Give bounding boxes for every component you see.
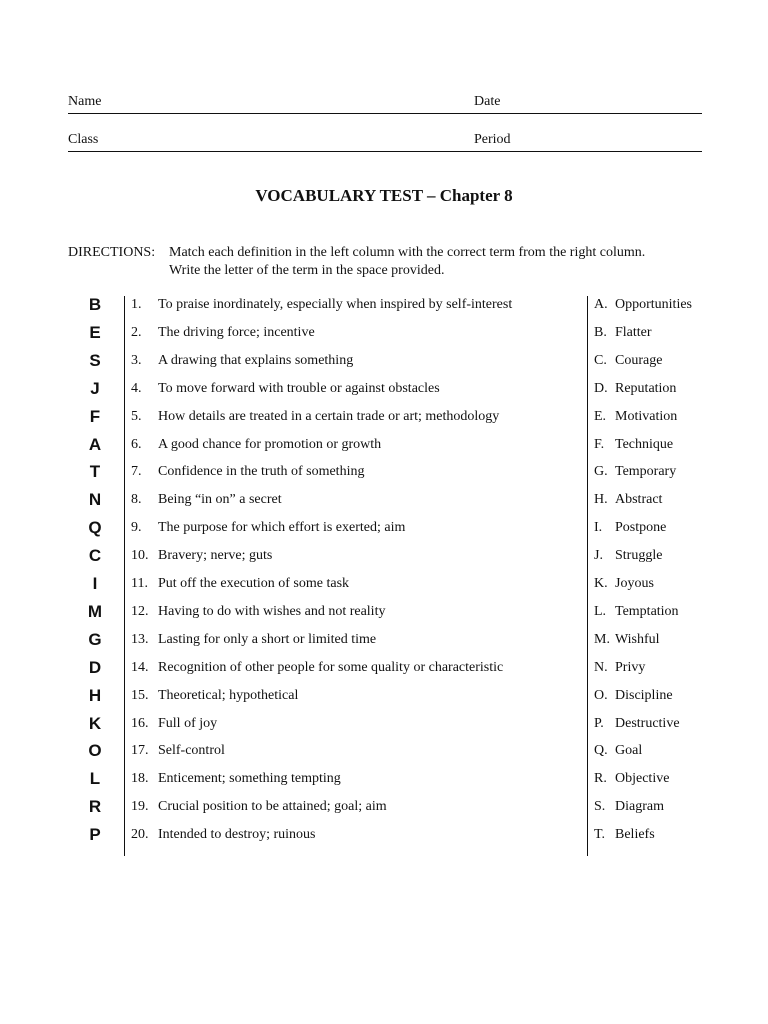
answer-letter[interactable]: S: [89, 350, 101, 370]
list-item: [0, 546, 768, 574]
list-item: [0, 769, 768, 797]
class-period-line[interactable]: [68, 151, 702, 152]
name-date-line[interactable]: [68, 113, 702, 114]
definition-text: Lasting for only a short or limited time: [158, 631, 377, 647]
definition-text: Confidence in the truth of something: [158, 464, 365, 480]
term-word: Abstract: [615, 492, 663, 508]
item-number: 12.: [131, 603, 149, 619]
term-word: Reputation: [615, 380, 677, 396]
date-label: Date: [474, 94, 501, 109]
list-item: [0, 462, 768, 490]
class-label: Class: [68, 132, 99, 147]
term-word: Joyous: [615, 576, 654, 591]
term-word: Motivation: [615, 408, 678, 424]
term-word: Wishful: [615, 631, 660, 647]
term-word: Flatter: [615, 324, 652, 340]
definition-text: How details are treated in a certain trade or art; methodology: [158, 408, 500, 424]
term-word: Technique: [615, 436, 674, 452]
definition-text: Put off the execution of some task: [158, 576, 350, 591]
answer-letter[interactable]: Q: [88, 518, 102, 538]
definition-text: To move forward with trouble or against obstacles: [158, 380, 440, 396]
answer-letter[interactable]: L: [89, 769, 101, 789]
answer-letter[interactable]: C: [88, 546, 102, 566]
answer-letter[interactable]: I: [92, 574, 98, 593]
list-item: [0, 490, 768, 518]
definition-text: Self-control: [158, 743, 225, 759]
list-item: [0, 323, 768, 351]
term-letter: G.: [594, 464, 608, 480]
item-number: 16.: [131, 715, 149, 731]
answer-letter[interactable]: A: [88, 434, 102, 454]
list-item: [0, 435, 768, 463]
list-item: [0, 630, 768, 658]
definition-text: Enticement; something tempting: [158, 771, 341, 787]
answer-letter[interactable]: G: [88, 629, 102, 649]
list-item: [0, 797, 768, 825]
term-letter: B.: [594, 324, 607, 340]
definition-text: Intended to destroy; ruinous: [158, 827, 316, 843]
term-word: Temptation: [615, 603, 679, 619]
definition-text: Full of joy: [158, 715, 218, 731]
list-item: [0, 602, 768, 630]
period-label: Period: [474, 132, 511, 147]
term-letter: F.: [594, 436, 605, 452]
term-letter: I.: [594, 520, 603, 536]
term-letter: R.: [594, 771, 607, 787]
term-word: Temporary: [615, 464, 677, 480]
term-letter: H.: [594, 492, 608, 508]
item-number: 1.: [131, 297, 142, 312]
term-word: Discipline: [615, 687, 673, 703]
term-letter: C.: [594, 352, 607, 368]
list-item: [0, 379, 768, 407]
directions-label: DIRECTIONS:: [68, 245, 156, 260]
answer-letter[interactable]: B: [88, 295, 102, 314]
item-number: 6.: [131, 436, 142, 452]
term-letter: Q.: [594, 743, 608, 759]
item-number: 4.: [131, 380, 142, 396]
list-item: [0, 714, 768, 742]
term-word: Privy: [615, 659, 646, 675]
answer-letter[interactable]: P: [89, 825, 101, 845]
term-letter: O.: [594, 687, 608, 703]
answer-letter[interactable]: N: [88, 490, 102, 510]
term-word: Opportunities: [615, 297, 692, 312]
answer-letter[interactable]: D: [88, 657, 102, 677]
item-number: 9.: [131, 520, 142, 536]
item-number: 15.: [131, 687, 149, 703]
definition-text: The driving force; incentive: [158, 324, 315, 340]
term-word: Goal: [615, 743, 643, 759]
term-word: Postpone: [615, 520, 667, 536]
answer-letter[interactable]: F: [89, 406, 101, 426]
item-number: 5.: [131, 408, 142, 424]
answer-letter[interactable]: T: [89, 462, 101, 482]
term-word: Diagram: [615, 799, 664, 815]
answer-letter[interactable]: K: [88, 713, 102, 733]
term-word: Destructive: [615, 715, 680, 731]
list-item: [0, 407, 768, 435]
list-item: [0, 295, 768, 323]
item-number: 18.: [131, 771, 149, 787]
item-number: 7.: [131, 464, 142, 480]
answer-letter[interactable]: H: [88, 685, 102, 705]
directions-line-1: Match each definition in the left column with the correct term from the right column.: [169, 245, 646, 260]
item-number: 20.: [131, 827, 149, 843]
definition-text: A good chance for promotion or growth: [158, 436, 382, 452]
term-letter: P.: [594, 715, 604, 731]
definition-text: Crucial position to be attained; goal; aim: [158, 799, 387, 815]
answer-letter[interactable]: O: [88, 741, 102, 761]
item-number: 17.: [131, 743, 149, 759]
item-number: 13.: [131, 631, 149, 647]
list-item: [0, 686, 768, 714]
definition-text: Being “in on” a secret: [158, 492, 282, 508]
page-title: VOCABULARY TEST – Chapter 8: [255, 186, 513, 205]
term-letter: D.: [594, 380, 608, 396]
list-item: [0, 518, 768, 546]
term-letter: E.: [594, 408, 607, 424]
answer-letter[interactable]: M: [87, 601, 103, 621]
term-letter: T.: [594, 827, 606, 843]
name-label: Name: [68, 94, 102, 109]
term-letter: S.: [594, 799, 606, 815]
item-number: 11.: [131, 576, 148, 591]
item-number: 10.: [131, 548, 149, 564]
list-item: [0, 741, 768, 769]
term-word: Objective: [615, 771, 670, 787]
definition-text: Bravery; nerve; guts: [158, 548, 273, 564]
term-letter: M.: [594, 631, 610, 647]
term-word: Beliefs: [615, 827, 655, 843]
list-item: [0, 658, 768, 686]
term-word: Courage: [615, 352, 663, 368]
term-letter: K.: [594, 576, 608, 591]
item-number: 14.: [131, 659, 149, 675]
term-letter: N.: [594, 659, 608, 675]
list-item: [0, 574, 768, 602]
term-word: Struggle: [615, 548, 663, 564]
answer-letter[interactable]: J: [90, 378, 100, 398]
answer-letter[interactable]: R: [88, 797, 102, 817]
item-number: 19.: [131, 799, 149, 815]
item-number: 3.: [131, 352, 142, 368]
term-letter: A.: [594, 297, 608, 312]
definition-text: Recognition of other people for some quality or characteristic: [158, 659, 504, 675]
definition-text: To praise inordinately, especially when inspired by self-interest: [158, 297, 513, 312]
item-number: 2.: [131, 324, 142, 340]
list-item: [0, 825, 768, 853]
directions-line-2: Write the letter of the term in the space provided.: [169, 263, 445, 278]
definition-text: Theoretical; hypothetical: [158, 687, 299, 703]
answer-letter[interactable]: E: [89, 322, 101, 342]
definition-text: A drawing that explains something: [158, 352, 354, 368]
definition-text: Having to do with wishes and not reality: [158, 603, 386, 619]
list-item: [0, 351, 768, 379]
definition-text: The purpose for which effort is exerted; aim: [158, 520, 406, 536]
term-letter: J.: [594, 548, 603, 564]
item-number: 8.: [131, 492, 142, 508]
term-letter: L.: [594, 603, 607, 619]
